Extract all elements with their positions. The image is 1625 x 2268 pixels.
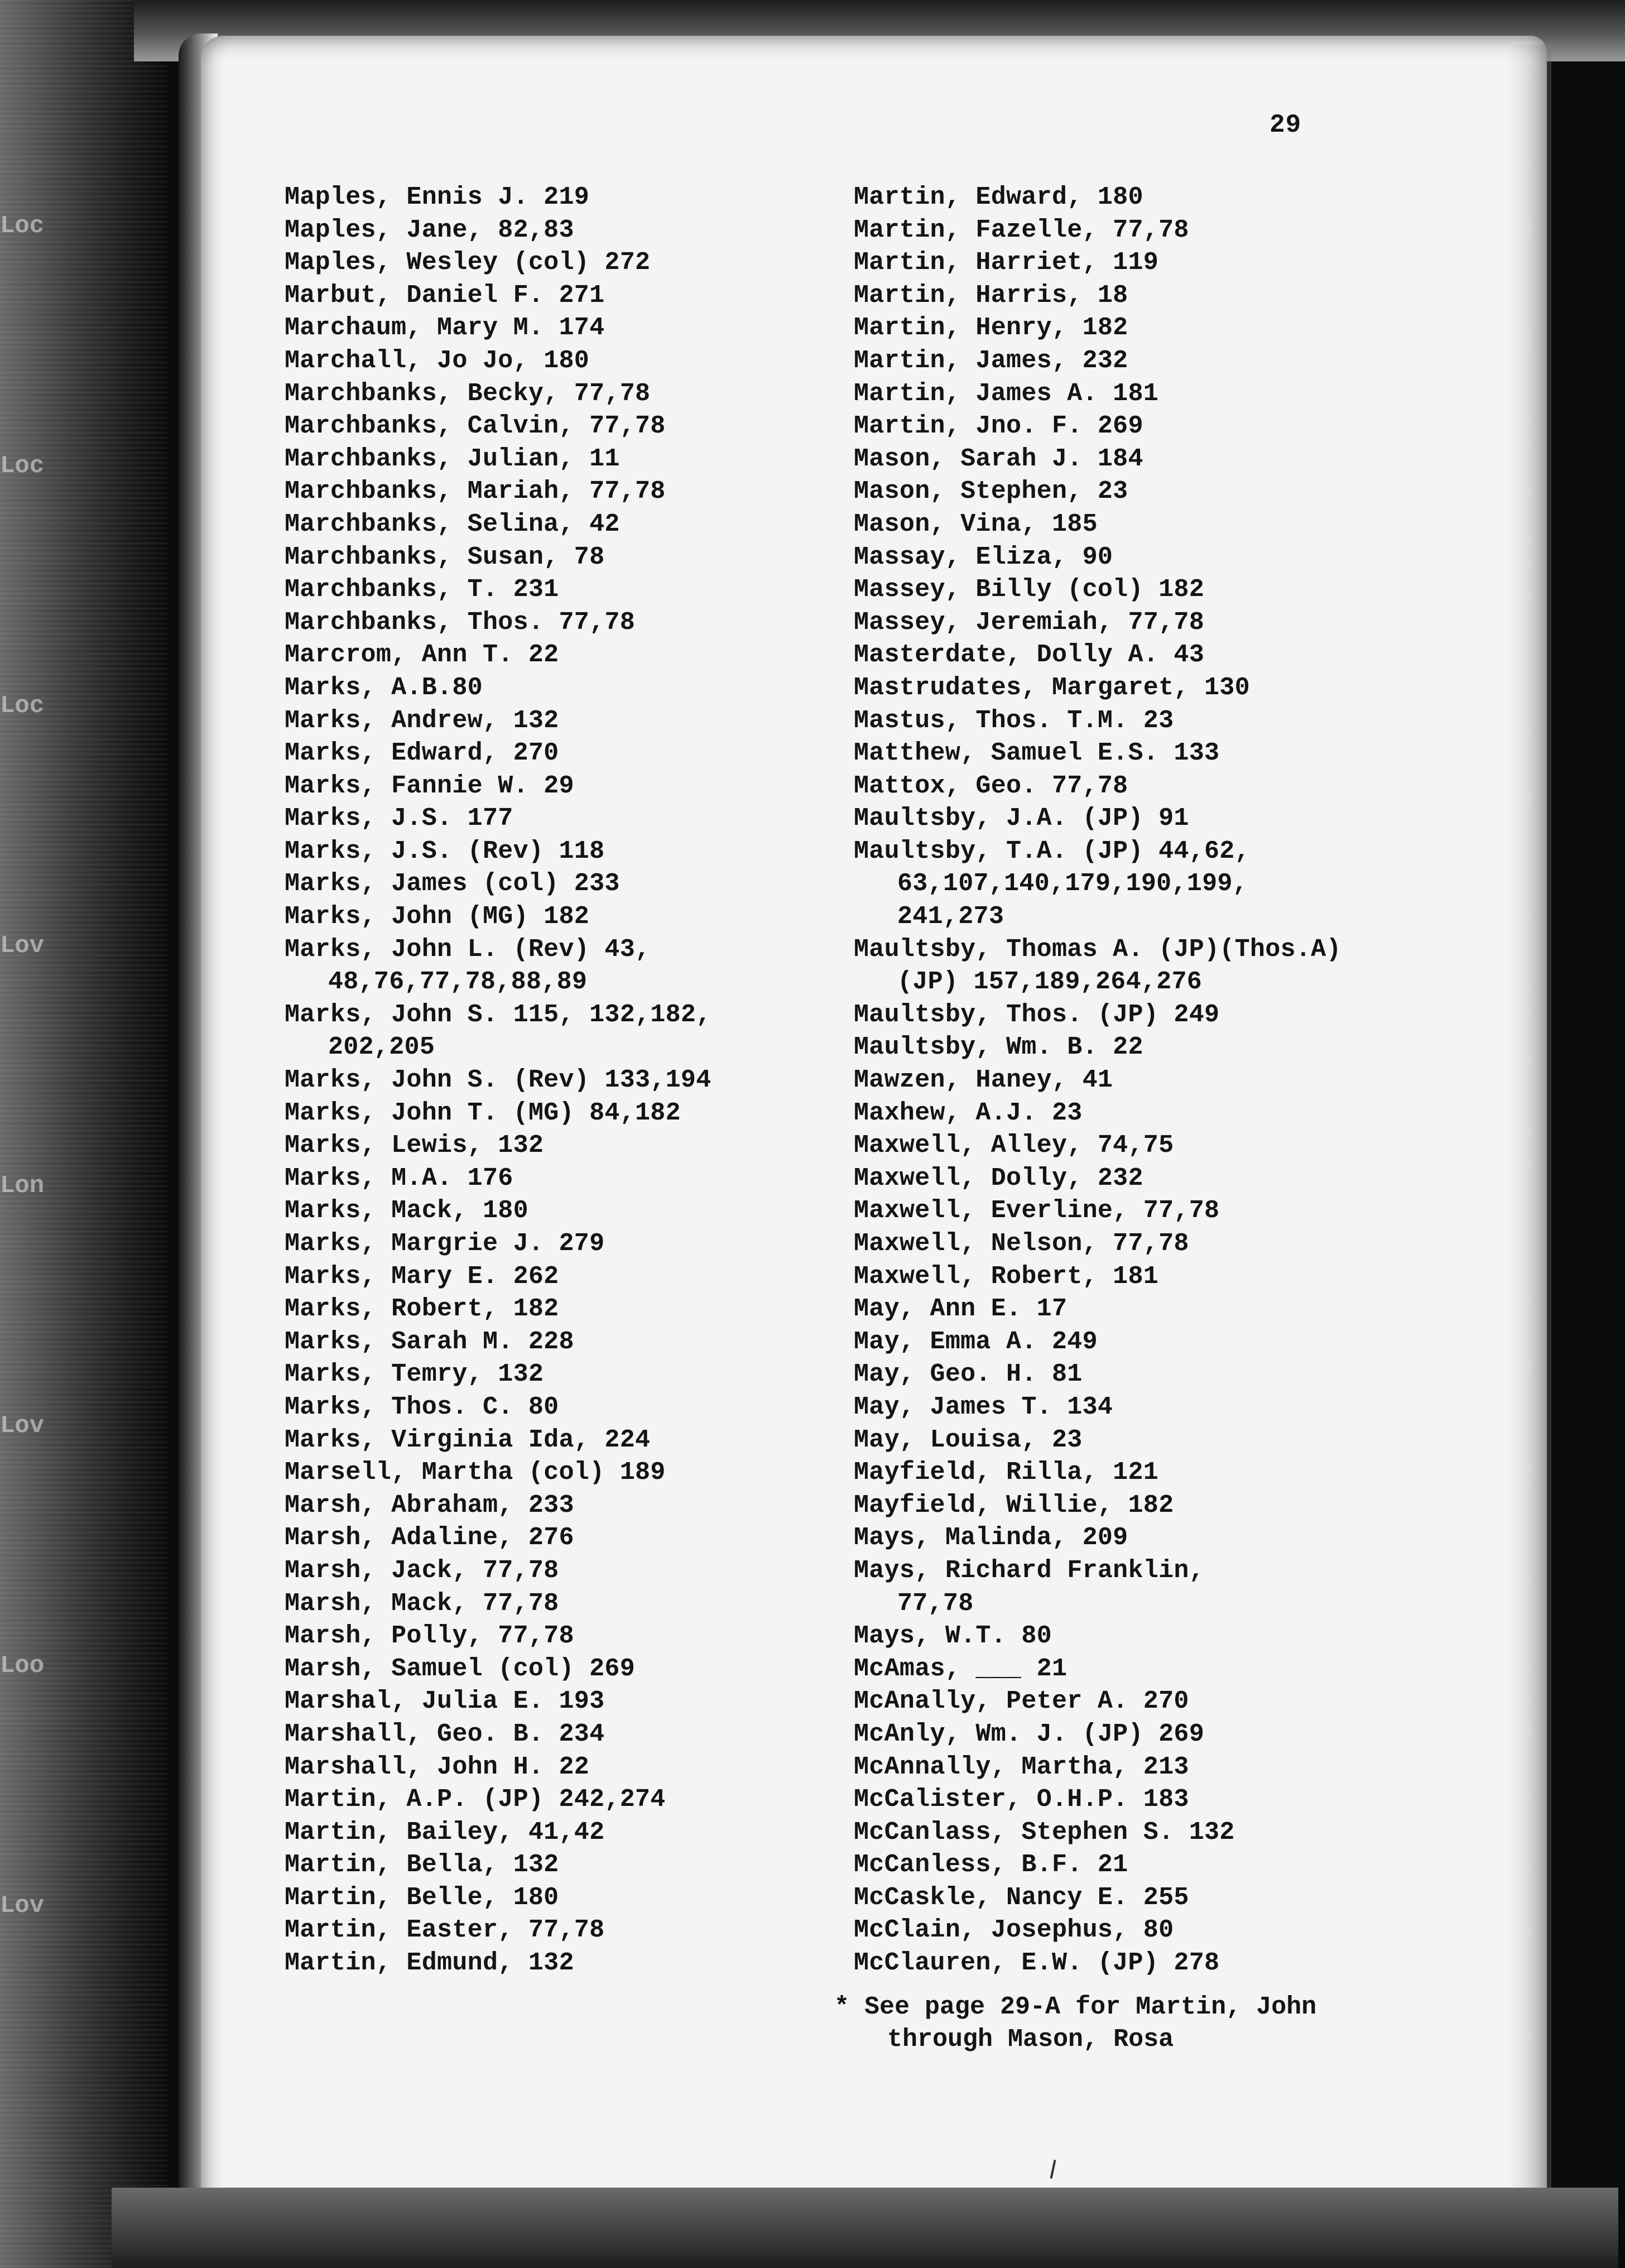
index-entry [285,574,843,607]
entry-line: Marbut, Daniel F. 271 [285,281,605,310]
entry-line: McClauren, E.W. (JP) 278 [854,1949,1220,1978]
index-entry [854,737,1412,770]
index-entry [854,574,1412,607]
entry-line: McClain, Josephus, 80 [854,1916,1174,1945]
entry-line: Maxwell, Everline, 77,78 [854,1197,1220,1226]
index-entry [854,1489,1412,1522]
entry-line: Maultsby, Thomas A. (JP)(Thos.A) [854,935,1342,964]
entry-line: May, James T. 134 [854,1392,1113,1421]
entry-line: Marsh, Abraham, 233 [285,1491,574,1520]
index-entry [285,1751,843,1784]
index-entry [285,1162,843,1195]
index-entry [285,1358,843,1391]
entry-continuation-line: 241,273 [897,902,1004,931]
scan-bottom-border [112,2188,1618,2268]
entry-line: Mason, Stephen, 23 [854,477,1128,506]
index-entry [285,1653,843,1686]
entry-line: Marshall, John H. 22 [285,1752,590,1781]
entry-line: Maxwell, Dolly, 232 [854,1164,1143,1193]
index-entry [854,1162,1412,1195]
index-entry [285,1947,843,1980]
index-entry [854,1457,1412,1489]
index-entry [854,1947,1412,1980]
facing-page-fragment: Lov [0,1412,45,1440]
entry-line: Marks, Lewis, 132 [285,1131,544,1160]
index-entry [854,770,1412,803]
index-entry [854,803,1412,835]
entry-line: Mayfield, Rilla, 121 [854,1458,1159,1487]
index-entry [285,247,843,280]
index-entry [854,1751,1412,1784]
entry-line: Marks, Andrew, 132 [285,706,559,735]
index-entry [285,1195,843,1228]
footnote [834,1991,1316,2056]
entry-line: Marks, Virginia Ida, 224 [285,1425,651,1454]
index-entry [285,1817,843,1849]
entry-line: Maxwell, Nelson, 77,78 [854,1229,1189,1258]
index-entry [854,1424,1412,1457]
entry-line: Matthew, Samuel E.S. 133 [854,739,1220,768]
entry-line: Marks, John S. 115, 132,182, [285,1000,711,1029]
index-entry [285,345,843,378]
index-entry [285,1228,843,1261]
entry-line: May, Geo. H. 81 [854,1360,1083,1389]
index-entry [285,672,843,705]
facing-page-fragment: Lov [0,1892,45,1920]
index-entry [285,280,843,313]
footnote-line: * See page 29-A for Martin, John [834,1993,1317,2021]
index-entry [854,345,1412,378]
index-entry [285,475,843,508]
entry-line: Marks, Mary E. 262 [285,1262,559,1291]
index-entry [285,214,843,247]
index-entry [854,1064,1412,1097]
index-entry [285,1882,843,1915]
index-entry [285,410,843,443]
entry-line: Marchbanks, Mariah, 77,78 [285,477,666,506]
index-entry [285,1784,843,1817]
entry-line: Marks, A.B.80 [285,673,483,702]
index-entry [285,1588,843,1621]
entry-line: Marks, John T. (MG) 84,182 [285,1098,681,1127]
footnote-line: through Mason, Rosa [887,2025,1174,2054]
entry-line: Marshal, Julia E. 193 [285,1687,605,1716]
entry-line: Marsh, Mack, 77,78 [285,1589,559,1618]
entry-line: Marks, Fannie W. 29 [285,771,574,800]
index-entry [854,1620,1412,1653]
entry-line: Maultsby, J.A. (JP) 91 [854,804,1189,833]
entry-line: Marchbanks, T. 231 [285,575,559,604]
entry-line: Marchbanks, Becky, 77,78 [285,379,651,408]
index-entry [854,934,1412,999]
facing-page-fragment: Loc [0,212,45,240]
index-entry [285,868,843,901]
index-entry [854,705,1412,738]
entry-line: Maples, Ennis J. 219 [285,183,590,212]
entry-line: Marsh, Samuel (col) 269 [285,1654,636,1683]
entry-line: Marks, John S. (Rev) 133,194 [285,1066,711,1095]
entry-line: Marks, Mack, 180 [285,1197,528,1226]
entry-line: Mastrudates, Margaret, 130 [854,673,1250,702]
entry-line: Marchbanks, Calvin, 77,78 [285,412,666,441]
index-entry [285,1914,843,1947]
facing-page-fragment: Loo [0,1652,45,1680]
entry-line: Maxwell, Alley, 74,75 [854,1131,1174,1160]
facing-page-fragment: Loc [0,692,45,720]
entry-line: Martin, Easter, 77,78 [285,1916,605,1945]
index-entry [285,934,843,999]
entry-line: Martin, Harriet, 119 [854,248,1159,277]
entry-line: Mays, Richard Franklin, [854,1556,1205,1585]
index-entry [854,1817,1412,1849]
entry-line: Marchbanks, Selina, 42 [285,510,620,539]
entry-line: May, Emma A. 249 [854,1327,1098,1356]
index-entry [854,672,1412,705]
index-entry [285,770,843,803]
entry-line: Marsh, Jack, 77,78 [285,1556,559,1585]
entry-line: Marks, M.A. 176 [285,1164,513,1193]
entry-line: Marsell, Martha (col) 189 [285,1458,666,1487]
entry-line: Mayfield, Willie, 182 [854,1491,1174,1520]
index-entry [285,1457,843,1489]
entry-line: Marks, John L. (Rev) 43, [285,935,651,964]
index-entry [854,475,1412,508]
entry-line: McAmas, ___ 21 [854,1654,1068,1683]
index-entry [854,1293,1412,1326]
index-column-right [854,181,1412,1980]
index-entry [854,247,1412,280]
entry-line: McCanless, B.F. 21 [854,1851,1128,1880]
entry-line: Mastus, Thos. T.M. 23 [854,706,1174,735]
entry-line: Martin, James A. 181 [854,379,1159,408]
entry-line: Maxwell, Robert, 181 [854,1262,1159,1291]
index-entry [285,1849,843,1882]
index-entry [854,1784,1412,1817]
index-entry [854,1718,1412,1751]
index-entry [854,1130,1412,1162]
entry-continuation-line: (JP) 157,189,264,276 [897,968,1203,997]
index-entry [285,181,843,214]
index-entry [854,1685,1412,1718]
index-entry [285,1489,843,1522]
index-entry [285,1391,843,1424]
index-entry [285,1064,843,1097]
index-entry [854,1522,1412,1555]
entry-line: Massay, Eliza, 90 [854,542,1113,571]
entry-line: Maples, Jane, 82,83 [285,215,574,244]
facing-page-fragment: Lov [0,932,45,960]
index-entry [854,443,1412,476]
index-entry [854,1097,1412,1130]
page-number: 29 [1270,110,1302,140]
index-entry [854,1555,1412,1620]
index-entry [285,1620,843,1653]
entry-line: Martin, Edward, 180 [854,183,1143,212]
index-entry [285,1261,843,1294]
index-entry [854,1391,1412,1424]
entry-line: Marchbanks, Thos. 77,78 [285,608,636,637]
index-entry [854,1261,1412,1294]
index-entry [285,607,843,640]
entry-line: Mawzen, Haney, 41 [854,1066,1113,1095]
entry-line: Masterdate, Dolly A. 43 [854,641,1205,670]
index-entry [285,312,843,345]
entry-line: Mays, Malinda, 209 [854,1524,1128,1553]
index-entry [854,999,1412,1032]
entry-line: Martin, Fazelle, 77,78 [854,215,1189,244]
entry-line: Marchall, Jo Jo, 180 [285,346,590,375]
index-entry [285,1326,843,1359]
entry-line: Marks, Robert, 182 [285,1295,559,1324]
index-entry [285,1685,843,1718]
entry-line: Marks, Margrie J. 279 [285,1229,605,1258]
entry-line: Martin, Bailey, 41,42 [285,1818,605,1847]
entry-continuation-line: 63,107,140,179,190,199, [897,869,1248,898]
index-entry [854,541,1412,574]
entry-line: Massey, Jeremiah, 77,78 [854,608,1205,637]
entry-line: Martin, A.P. (JP) 242,274 [285,1785,666,1814]
index-entry [285,378,843,411]
entry-line: Maultsby, Thos. (JP) 249 [854,1000,1220,1029]
entry-line: Marshall, Geo. B. 234 [285,1719,605,1748]
entry-line: Martin, Belle, 180 [285,1883,559,1912]
entry-line: Marchbanks, Susan, 78 [285,542,605,571]
index-entry [854,181,1412,214]
index-entry [854,1653,1412,1686]
index-entry [854,1031,1412,1064]
index-entry [854,214,1412,247]
index-entry [285,1718,843,1751]
entry-line: Mattox, Geo. 77,78 [854,771,1128,800]
entry-line: Marchaum, Mary M. 174 [285,314,605,343]
index-entry [854,1228,1412,1261]
index-entry [854,1358,1412,1391]
entry-line: Marsh, Polly, 77,78 [285,1622,574,1651]
index-entry [854,280,1412,313]
index-entry [854,312,1412,345]
entry-line: McCaskle, Nancy E. 255 [854,1883,1189,1912]
entry-line: McAnally, Peter A. 270 [854,1687,1189,1716]
entry-line: McAnnally, Martha, 213 [854,1752,1189,1781]
entry-line: Marks, Thos. C. 80 [285,1392,559,1421]
index-entry [285,1293,843,1326]
entry-line: Martin, Edmund, 132 [285,1949,574,1978]
index-entry [285,508,843,541]
entry-line: Maples, Wesley (col) 272 [285,248,651,277]
index-entry [285,835,843,868]
entry-line: Marks, Edward, 270 [285,739,559,768]
entry-line: Marks, Temry, 132 [285,1360,544,1389]
entry-line: Mason, Sarah J. 184 [854,444,1143,473]
entry-line: Mays, W.T. 80 [854,1622,1052,1651]
entry-line: Maxhew, A.J. 23 [854,1098,1083,1127]
facing-page-fragment: Lon [0,1172,45,1200]
entry-line: Maultsby, Wm. B. 22 [854,1033,1143,1062]
index-entry [854,508,1412,541]
entry-line: Massey, Billy (col) 182 [854,575,1205,604]
entry-line: Marks, John (MG) 182 [285,902,590,931]
entry-line: Martin, Henry, 182 [854,314,1128,343]
entry-line: Marchbanks, Julian, 11 [285,444,620,473]
entry-line: Martin, Harris, 18 [854,281,1128,310]
index-entry [285,1130,843,1162]
index-entry [854,639,1412,672]
entry-line: May, Louisa, 23 [854,1425,1083,1454]
index-entry [854,1195,1412,1228]
entry-continuation-line: 77,78 [897,1589,974,1618]
entry-line: Marcrom, Ann T. 22 [285,641,559,670]
index-column-left [285,181,843,1980]
index-entry [854,1914,1412,1947]
entry-line: Marks, J.S. 177 [285,804,513,833]
entry-line: Martin, Bella, 132 [285,1851,559,1880]
entry-line: Marsh, Adaline, 276 [285,1524,574,1553]
index-entry [285,803,843,835]
entry-line: Martin, Jno. F. 269 [854,412,1143,441]
index-entry [854,835,1412,934]
page-right-shading [1507,45,1551,2221]
entry-line: Marks, J.S. (Rev) 118 [285,837,605,866]
entry-line: Mason, Vina, 185 [854,510,1098,539]
index-entry [285,737,843,770]
index-entry [854,378,1412,411]
index-entry [285,639,843,672]
index-entry [285,443,843,476]
index-entry [285,1097,843,1130]
entry-line: Marks, James (col) 233 [285,869,620,898]
index-entry [285,541,843,574]
index-entry [854,410,1412,443]
index-entry [854,1849,1412,1882]
facing-page-strip [0,0,167,2268]
entry-line: Martin, James, 232 [854,346,1128,375]
entry-continuation-line: 202,205 [328,1033,435,1062]
entry-line: Marks, Sarah M. 228 [285,1327,574,1356]
index-entry [285,1522,843,1555]
index-entry [854,1882,1412,1915]
facing-page-fragment: Loc [0,452,45,480]
index-entry [285,1424,843,1457]
index-entry [285,999,843,1064]
index-entry [854,607,1412,640]
index-entry [285,1555,843,1588]
index-entry [285,705,843,738]
entry-line: McCanlass, Stephen S. 132 [854,1818,1235,1847]
entry-line: McAnly, Wm. J. (JP) 269 [854,1719,1205,1748]
index-entry [285,901,843,934]
entry-line: McCalister, O.H.P. 183 [854,1785,1189,1814]
index-entry [854,1326,1412,1359]
entry-continuation-line: 48,76,77,78,88,89 [328,968,588,997]
entry-line: Maultsby, T.A. (JP) 44,62, [854,837,1250,866]
entry-line: May, Ann E. 17 [854,1295,1068,1324]
